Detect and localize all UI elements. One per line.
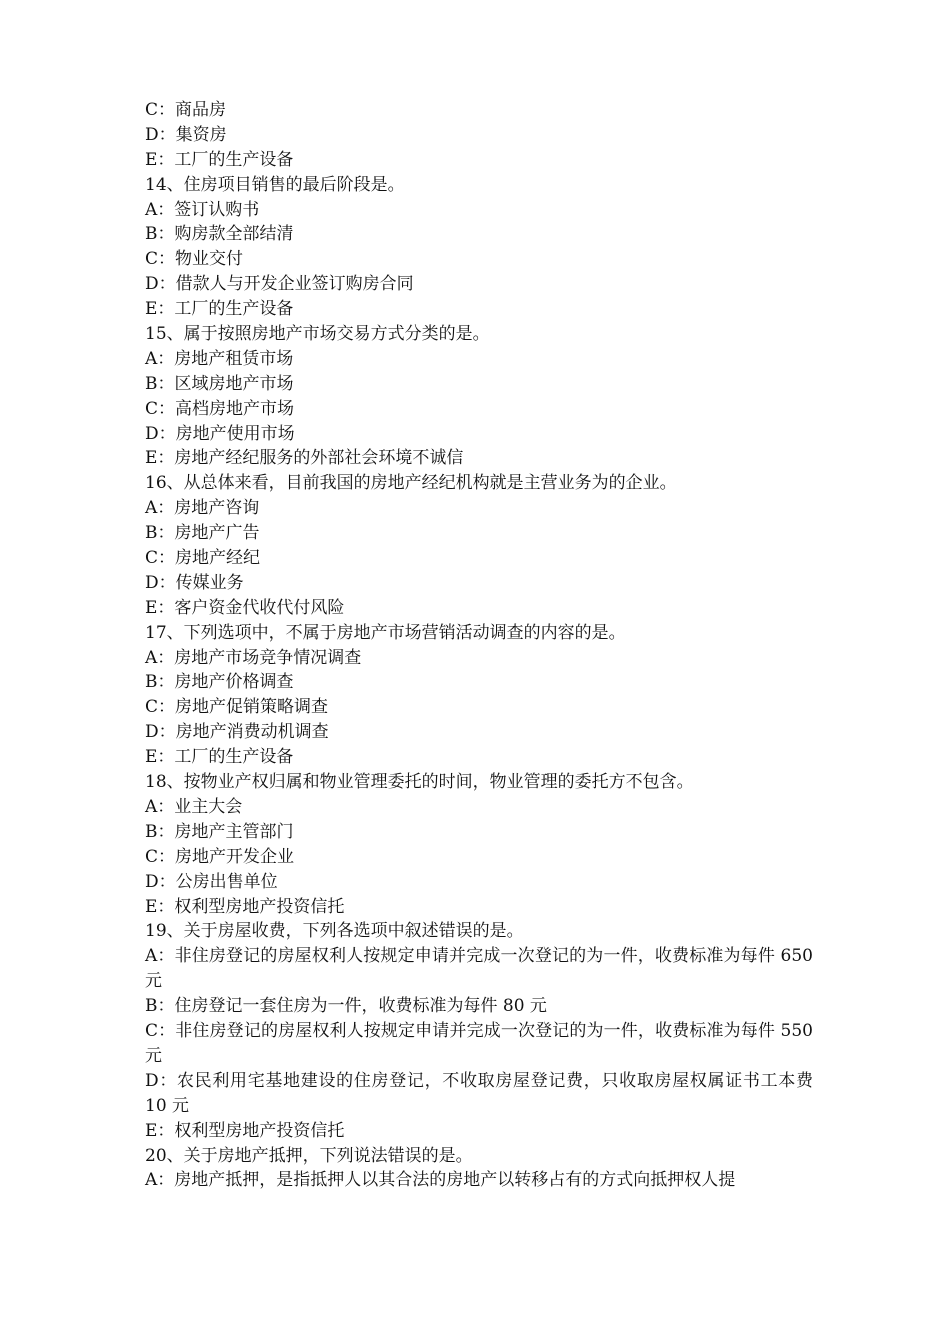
text-line: B：购房款全部结清 (145, 224, 294, 245)
text-line: A：房地产租赁市场 (145, 348, 294, 369)
document-body (145, 98, 813, 1193)
text-line: 16、从总体来看，目前我国的房地产经纪机构就是主营业务为的企业。 (145, 473, 677, 494)
text-line: B：住房登记一套住房为一件，收费标准为每件 80 元 (145, 996, 547, 1017)
text-line: A：房地产抵押，是指抵押人以其合法的房地产以转移占有的方式向抵押权人提 (145, 1170, 736, 1191)
text-line: D：公房出售单位 (145, 871, 278, 892)
text-line: D：房地产消费动机调查 (145, 722, 329, 743)
text-line: C：房地产开发企业 (145, 846, 295, 867)
text-line: B：房地产广告 (145, 523, 260, 544)
text-line: D：借款人与开发企业签订购房合同 (145, 274, 414, 295)
text-line: 15、属于按照房地产市场交易方式分类的是。 (145, 324, 490, 345)
text-line: D：房地产使用市场 (145, 423, 295, 444)
text-line: E：权利型房地产投资信托 (145, 896, 345, 917)
text-line: D：集资房 (145, 124, 227, 145)
text-line: D：农民利用宅基地建设的住房登记，不收取房屋登记费，只收取房屋权属证书工本费 10 元 (145, 1070, 813, 1116)
text-line: C：物业交付 (145, 249, 244, 270)
text-line: D：传媒业务 (145, 572, 244, 593)
text-line: B：区域房地产市场 (145, 373, 294, 394)
text-line: A：业主大会 (145, 796, 243, 817)
text-line: E：工厂的生产设备 (145, 299, 294, 320)
text-line: C：房地产经纪 (145, 548, 261, 569)
text-line: A：签订认购书 (145, 199, 260, 220)
text-line: 18、按物业产权归属和物业管理委托的时间，物业管理的委托方不包含。 (145, 772, 694, 793)
text-line: C：高档房地产市场 (145, 398, 295, 419)
text-line: B：房地产价格调查 (145, 672, 294, 693)
text-line: A：房地产咨询 (145, 498, 260, 519)
text-line: 17、下列选项中，不属于房地产市场营销活动调查的内容的是。 (145, 622, 626, 643)
text-line: E：客户资金代收代付风险 (145, 597, 345, 618)
text-line: C：商品房 (145, 100, 227, 120)
text-line: C：房地产促销策略调查 (145, 697, 329, 718)
text-line: 20、关于房地产抵押，下列说法错误的是。 (145, 1145, 473, 1166)
text-line: E：权利型房地产投资信托 (145, 1120, 345, 1141)
text-line: E：工厂的生产设备 (145, 747, 294, 768)
text-line: E：工厂的生产设备 (145, 149, 294, 170)
text-line: 14、住房项目销售的最后阶段是。 (145, 174, 405, 195)
text-line: E：房地产经纪服务的外部社会环境不诚信 (145, 448, 464, 469)
text-line: B：房地产主管部门 (145, 821, 294, 842)
text-line: C：非住房登记的房屋权利人按规定申请并完成一次登记的为一件，收费标准为每件 550 元 (145, 1020, 813, 1066)
text-line: A：非住房登记的房屋权利人按规定申请并完成一次登记的为一件，收费标准为每件 650 元 (145, 946, 813, 992)
text-line: 19、关于房屋收费，下列各选项中叙述错误的是。 (145, 921, 524, 942)
text-line: A：房地产市场竞争情况调查 (145, 647, 362, 668)
